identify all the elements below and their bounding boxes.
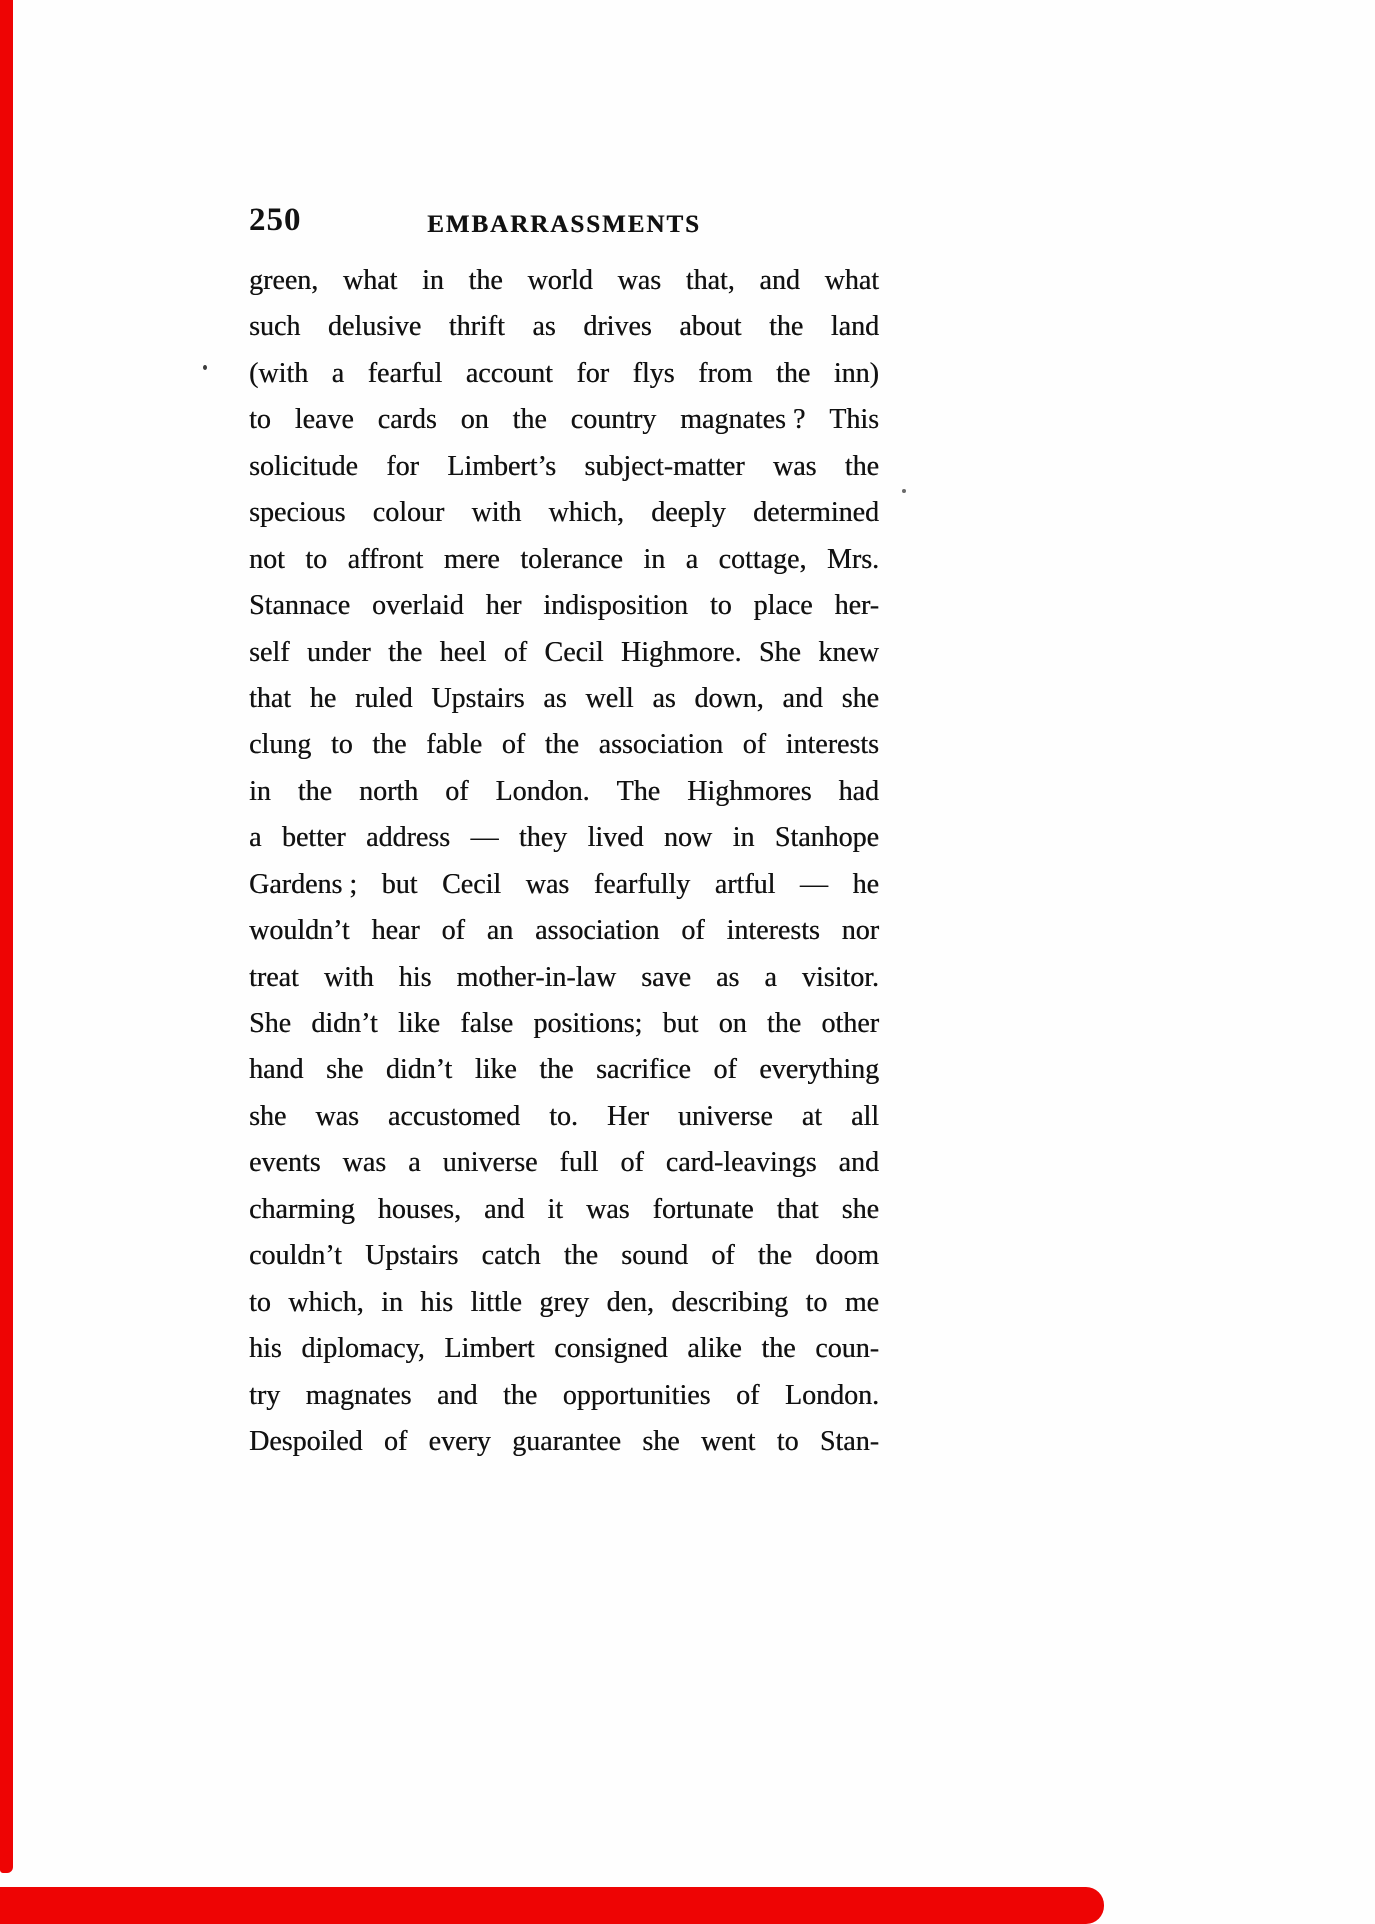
word: magnates xyxy=(305,1379,412,1411)
word: association xyxy=(535,915,660,947)
word: couldn’t xyxy=(249,1240,342,1272)
word: now xyxy=(663,822,713,854)
word: she xyxy=(841,682,879,714)
word: as xyxy=(543,682,567,714)
word: visitor. xyxy=(801,961,879,993)
word: on xyxy=(718,1008,747,1039)
word: account xyxy=(465,357,553,389)
word: with xyxy=(471,497,522,529)
word: world xyxy=(527,265,593,296)
word: country xyxy=(570,404,657,436)
word: Cecil xyxy=(441,868,502,900)
word: alike xyxy=(687,1333,742,1365)
word: delusive xyxy=(327,311,422,343)
word: a xyxy=(249,822,262,854)
word: address xyxy=(366,822,451,854)
word: her xyxy=(485,590,522,622)
word: of xyxy=(445,775,469,807)
word: he xyxy=(852,868,879,900)
word: as xyxy=(715,961,740,993)
word: universe xyxy=(677,1100,773,1132)
text-line xyxy=(249,397,879,443)
word: the xyxy=(297,775,332,807)
word: was xyxy=(525,868,570,900)
word: lived xyxy=(587,822,644,854)
word: his xyxy=(398,961,432,993)
word: diplomacy, xyxy=(301,1333,425,1365)
word: that xyxy=(776,1193,819,1225)
word: to. xyxy=(549,1100,578,1132)
word: of xyxy=(503,636,528,668)
word: for xyxy=(576,357,609,389)
word: opportunities xyxy=(562,1379,711,1411)
text-line xyxy=(249,1140,879,1186)
word: specious xyxy=(249,497,346,529)
word: and xyxy=(436,1379,478,1411)
word: houses, xyxy=(377,1193,461,1225)
word: consigned xyxy=(554,1333,668,1365)
word: Stannace xyxy=(249,590,351,622)
word: She xyxy=(249,1008,291,1039)
word: fearful xyxy=(367,357,443,389)
word: universe xyxy=(442,1147,538,1179)
word: was xyxy=(772,450,817,482)
running-header-title: EMBARRASSMENTS xyxy=(427,211,701,238)
scan-speck xyxy=(203,365,207,370)
word: Highmore. xyxy=(620,636,742,668)
word: of xyxy=(742,729,766,761)
word: for xyxy=(386,450,419,482)
word: me xyxy=(844,1286,879,1318)
word: overlaid xyxy=(371,590,464,622)
word: green, xyxy=(249,265,319,296)
word: Despoiled xyxy=(249,1425,363,1457)
word: with xyxy=(323,961,374,993)
word: sacrifice xyxy=(596,1054,691,1086)
word: to xyxy=(249,1286,271,1318)
word: but xyxy=(381,868,418,900)
word: clung xyxy=(249,729,312,761)
word: in xyxy=(732,822,755,854)
word: place xyxy=(753,590,813,622)
word: as xyxy=(652,682,676,714)
word: his xyxy=(420,1286,454,1318)
word: ruled xyxy=(354,682,413,714)
word: accustomed xyxy=(387,1100,521,1132)
word: the xyxy=(502,1379,538,1411)
text-line xyxy=(249,676,879,722)
word: card-leavings xyxy=(665,1147,817,1179)
word: Highmores xyxy=(687,775,812,807)
text-line xyxy=(249,258,879,304)
word: to xyxy=(709,590,732,622)
word: she xyxy=(325,1054,364,1086)
word: she xyxy=(249,1100,287,1132)
word: such xyxy=(249,311,301,343)
scan-edge-left-strip xyxy=(0,0,13,1873)
word: nor xyxy=(841,915,879,947)
word: tolerance xyxy=(520,543,623,575)
word: as xyxy=(532,311,556,343)
word: flys xyxy=(632,357,675,389)
word: north xyxy=(359,775,419,807)
word: magnates ? xyxy=(680,404,806,436)
word: was xyxy=(617,265,662,296)
word: positions; xyxy=(533,1008,643,1039)
word: the xyxy=(512,404,547,436)
word: of xyxy=(711,1240,735,1272)
word: Stan- xyxy=(819,1425,879,1457)
word: they xyxy=(518,822,568,854)
word: every xyxy=(428,1425,491,1457)
word: to xyxy=(805,1286,828,1318)
body-text-block xyxy=(249,258,879,1465)
word: mere xyxy=(443,543,500,575)
word: at xyxy=(801,1100,822,1132)
word: was xyxy=(342,1147,387,1179)
word: the xyxy=(468,265,503,296)
word: London. xyxy=(495,775,590,807)
text-line xyxy=(249,908,879,954)
word: was xyxy=(585,1193,630,1225)
word: try xyxy=(249,1379,281,1411)
word: a xyxy=(408,1147,421,1179)
word: treat xyxy=(249,961,299,993)
word: her- xyxy=(834,590,879,622)
text-line xyxy=(249,862,879,908)
word: and xyxy=(838,1147,879,1179)
word: Cecil xyxy=(544,636,604,668)
word: had xyxy=(838,775,879,807)
word: subject-matter xyxy=(584,450,745,482)
text-line xyxy=(249,769,879,815)
word: inn) xyxy=(833,357,879,389)
word: the xyxy=(372,729,407,761)
word: it xyxy=(547,1193,563,1225)
word: grey xyxy=(539,1286,590,1318)
word: she xyxy=(841,1193,879,1225)
word: other xyxy=(821,1008,879,1039)
word: and xyxy=(782,682,823,714)
word: fearfully xyxy=(593,868,691,900)
word: of xyxy=(383,1425,408,1457)
word: hand xyxy=(249,1054,304,1086)
word: and xyxy=(483,1193,525,1225)
word: deeply xyxy=(651,497,726,529)
text-line xyxy=(249,444,879,490)
text-line xyxy=(249,1419,879,1465)
word: that xyxy=(249,682,291,714)
text-line xyxy=(249,1047,879,1093)
word: to xyxy=(330,729,353,761)
word: in xyxy=(249,775,271,807)
word: a xyxy=(331,357,345,389)
word: everything xyxy=(759,1054,879,1086)
word: of xyxy=(681,915,705,947)
word: well xyxy=(585,682,634,714)
word: the xyxy=(544,729,579,761)
word: leave xyxy=(294,404,354,436)
word: of xyxy=(736,1379,760,1411)
word: of xyxy=(713,1054,737,1086)
word: save xyxy=(641,961,691,993)
word: charming xyxy=(249,1193,355,1225)
word: the xyxy=(761,1333,796,1365)
word: a xyxy=(685,543,699,575)
word: Limbert’s xyxy=(447,450,557,482)
word: interests xyxy=(785,729,879,761)
word: land xyxy=(830,311,879,343)
word: association xyxy=(598,729,723,761)
word: like xyxy=(397,1008,440,1039)
text-line xyxy=(249,537,879,583)
word: thrift xyxy=(448,311,505,343)
word: knew xyxy=(818,636,879,668)
word: determined xyxy=(753,497,879,529)
word: The xyxy=(616,775,661,807)
word: what xyxy=(824,265,879,296)
word: false xyxy=(460,1008,514,1039)
word: the xyxy=(757,1240,792,1272)
word: Mrs. xyxy=(826,543,879,575)
page-number: 250 xyxy=(249,202,302,238)
word: what xyxy=(342,265,398,296)
word: mother-in-law xyxy=(456,961,617,993)
word: artful xyxy=(714,868,776,900)
text-line xyxy=(249,1373,879,1419)
text-line xyxy=(249,1187,879,1233)
word: and xyxy=(759,265,800,296)
word: under xyxy=(306,636,371,668)
word: a xyxy=(764,961,777,993)
text-line xyxy=(249,583,879,629)
text-line xyxy=(249,1326,879,1372)
word: was xyxy=(315,1100,359,1132)
word: he xyxy=(309,682,337,714)
word: sound xyxy=(621,1240,689,1272)
word: to xyxy=(249,404,271,436)
word: of xyxy=(501,729,526,761)
word: the xyxy=(844,450,879,482)
word: fable xyxy=(426,729,483,761)
word: catch xyxy=(481,1240,541,1272)
word: an xyxy=(486,915,514,947)
word: down, xyxy=(694,682,764,714)
word: of xyxy=(441,915,465,947)
scan-speck xyxy=(902,489,906,493)
word: drives xyxy=(583,311,652,343)
word: that, xyxy=(685,265,735,296)
word: interests xyxy=(726,915,820,947)
word: heel xyxy=(439,636,487,668)
text-line xyxy=(249,815,879,861)
word: not xyxy=(249,543,285,575)
text-line xyxy=(249,1280,879,1326)
word: doom xyxy=(815,1240,879,1272)
word: from xyxy=(698,357,753,389)
word: cards xyxy=(377,404,437,436)
word: didn’t xyxy=(311,1008,378,1039)
word: all xyxy=(851,1100,879,1132)
word: colour xyxy=(372,497,445,529)
word: Upstairs xyxy=(431,682,525,714)
word: which, xyxy=(548,497,624,529)
word: like xyxy=(474,1054,517,1086)
word: in xyxy=(643,543,666,575)
word: guarantee xyxy=(512,1425,621,1457)
text-line xyxy=(249,1233,879,1279)
word: the xyxy=(766,1008,802,1039)
word: fortunate xyxy=(652,1193,754,1225)
word: London. xyxy=(784,1379,879,1411)
word: cottage, xyxy=(718,543,807,575)
text-line xyxy=(249,1001,879,1047)
word: the xyxy=(539,1054,574,1086)
word: (with xyxy=(249,357,309,389)
word: little xyxy=(470,1286,522,1318)
text-line xyxy=(249,351,879,397)
word: indisposition xyxy=(543,590,688,622)
text-line xyxy=(249,304,879,350)
word: in xyxy=(381,1286,403,1318)
word: she xyxy=(642,1425,680,1457)
word: of xyxy=(620,1147,644,1179)
word: the xyxy=(388,636,423,668)
scan-edge-bottom-strip xyxy=(0,1887,1104,1924)
text-line xyxy=(249,630,879,676)
word: to xyxy=(305,543,328,575)
word: in xyxy=(422,265,444,296)
word: coun- xyxy=(815,1333,879,1365)
word: Gardens ; xyxy=(249,868,358,900)
word: the xyxy=(776,357,811,389)
word: solicitude xyxy=(249,450,358,482)
word: This xyxy=(829,404,879,436)
word: hear xyxy=(371,915,420,947)
word: wouldn’t xyxy=(249,915,350,947)
word: went xyxy=(700,1425,756,1457)
word: self xyxy=(249,636,290,668)
word: describing xyxy=(671,1286,789,1318)
word: but xyxy=(662,1008,699,1039)
word: about xyxy=(679,311,742,343)
word: den, xyxy=(606,1286,654,1318)
word: his xyxy=(249,1333,282,1365)
word: Stanhope xyxy=(774,822,879,854)
word: better xyxy=(281,822,346,854)
word: Her xyxy=(606,1100,649,1132)
word: the xyxy=(769,311,804,343)
word: — xyxy=(470,822,499,854)
text-line xyxy=(249,1094,879,1140)
text-line xyxy=(249,955,879,1001)
word: — xyxy=(799,868,828,900)
word: the xyxy=(563,1240,598,1272)
word: on xyxy=(460,404,489,436)
word: affront xyxy=(347,543,424,575)
word: She xyxy=(758,636,801,668)
word: Limbert xyxy=(444,1333,535,1365)
word: to xyxy=(776,1425,799,1457)
word: which, xyxy=(288,1286,364,1318)
word: events xyxy=(249,1147,321,1179)
word: full xyxy=(559,1147,599,1179)
text-line xyxy=(249,490,879,536)
word: Upstairs xyxy=(365,1240,459,1272)
word: didn’t xyxy=(385,1054,453,1086)
text-line xyxy=(249,722,879,768)
